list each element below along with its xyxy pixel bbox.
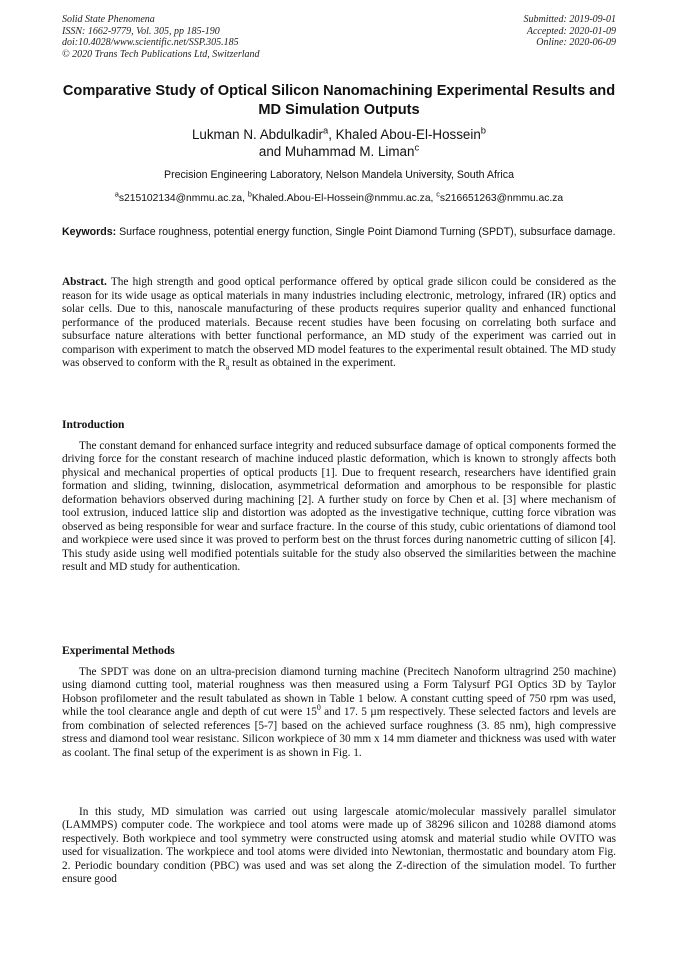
author-3: and Muhammad M. Liman (258, 144, 415, 159)
email-b-marker: b (247, 189, 252, 199)
email-a-marker: a (114, 189, 119, 199)
degree-superscript: 0 (316, 703, 321, 713)
author-2-marker: b (480, 125, 487, 136)
submission-dates (524, 14, 617, 49)
author-list (62, 126, 616, 160)
doi-line: doi:10.4028/www.scientific.net/SSP.305.185 (62, 37, 239, 48)
author-2: , Khaled Abou-El-Hossein (328, 127, 481, 142)
email-c[interactable]: s216651263@nmmu.ac.za (439, 193, 564, 204)
email-a[interactable]: s215102134@nmmu.ac.za, (118, 193, 248, 204)
issn-line: ISSN: 1662-9779, Vol. 305, pp 185-190 (62, 25, 220, 37)
author-1-marker: a (322, 125, 329, 136)
journal-info (62, 14, 260, 60)
experimental-p1-text-end: and 17. 5 µm respectively. These selected factors and levels are from combination of selected references [5-7] based on the achieved surface roughness (3. 85 nm), high compressive stress and diamond tool wear resistanc. Silicon workpiece of 30 mm x 14 mm diameter and thickness was used with water as coolant. The final setup of the experiment is as shown in Fig. 1. (62, 706, 616, 759)
experimental-heading: Experimental Methods (62, 645, 175, 657)
copyright-line: © 2020 Trans Tech Publications Ltd, Switzerland (62, 48, 260, 60)
submitted-date: Submitted: 2019-09-01 (523, 14, 616, 25)
email-c-marker: c (436, 189, 440, 199)
email-b[interactable]: Khaled.Abou-El-Hossein@nmmu.ac.za, (251, 193, 437, 204)
keywords-label: Keywords: (62, 226, 117, 238)
author-1: Lukman N. Abdulkadir (191, 127, 323, 142)
experimental-paragraph-2: In this study, MD simulation was carried out using largescale atomic/molecular massively parallel simulator (LAMMPS) computer code. The workpiece and tool atoms were made up of 38296 silicon and 10288 diamond atoms respectively. Both workpiece and tool symmetry were constructed using atomsk and material studio while OVITO was used for visualization. The workpiece and tool atoms were divided into Newtonian, thermostatic and boundary atom Fig. 2. Periodic boundary condition (PBC) was used and was set along the Z-direction of the simulation model. To further ensure good (62, 806, 616, 886)
experimental-paragraph-1 (62, 666, 616, 760)
abstract-subscript: a (225, 362, 230, 372)
journal-name: Solid State Phenomena (62, 14, 155, 25)
abstract-block (62, 276, 616, 371)
accepted-date: Accepted: 2020-01-09 (526, 25, 616, 37)
online-date: Online: 2020-06-09 (536, 37, 616, 48)
experimental-p1-text: The SPDT was done on an ultra-precision diamond turning machine (Precitech Nanoform ultragrind 250 machine) using diamond cutting tool, material roughness was then measured using a Form Talysurf PGI Optics 3D by Taylor Hobson profilometer and the result tabulated as shown in Table 1 below. A constant cutting speed of 750 rpm was used, while the tool clearance angle and depth of cut were 15 (62, 666, 616, 719)
abstract-text: The high strength and good optical performance offered by optical grade silicon could be considered as the reason for its wide usage as optical materials in many industries including electronic, metrology, infrared (IR) optics and solar cells. Due to this, nanoscale manufacturing of these products requires superior quality and enhanced functional performance of the produced materials. Because recent studies have been focusing on correlating both surface and subsurface nature alterations with better functional performance, an MD study of the experiment was carried out in comparison with experiment to match the observed MD model features to the experimental result obtained. The MD study was observed to conform with the R (62, 276, 616, 369)
introduction-heading: Introduction (62, 419, 125, 431)
author-emails (62, 189, 616, 205)
abstract-text-end: result as obtained in the experiment. (229, 357, 396, 369)
keywords-text: Surface roughness, potential energy function, Single Point Diamond Turning (SPDT), subsurface damage. (116, 226, 616, 238)
paper-title: Comparative Study of Optical Silicon Nanomachining Experimental Results and MD Simulation Outputs (62, 83, 616, 118)
abstract-label: Abstract. (62, 276, 107, 288)
introduction-paragraph: The constant demand for enhanced surface integrity and reduced subsurface damage of optical components formed the driving force for the constant research of machine induced plastic deformation, which is known to strongly affects both physical and mechanical properties of optical products [1]. Due to frequent research, researchers have identified grain formation and sliding, twinning, dislocation, asymmetrical deformation and amorphous to be responsible for plastic deformation behaviors observed during machining [2]. A further study on force by Chen et al. [3] where mechanism of tool extrusion, induced lattice slip and distortion was adopted as the investigative technique, cutting force vibration was observed as being responsible for wear and surface fracture. In the course of this study, cubic orientations of diamond tool and workpiece were used since it was proved to perform best on the thrust forces during nanometric cutting of silicon [4]. This study aside using well modified potentials suitable for the study also observed the similarities between the machine result and MD study for authentication. (62, 440, 616, 574)
author-3-marker: c (414, 142, 420, 153)
affiliation: Precision Engineering Laboratory, Nelson Mandela University, South Africa (164, 169, 514, 181)
keywords-block (62, 226, 616, 239)
